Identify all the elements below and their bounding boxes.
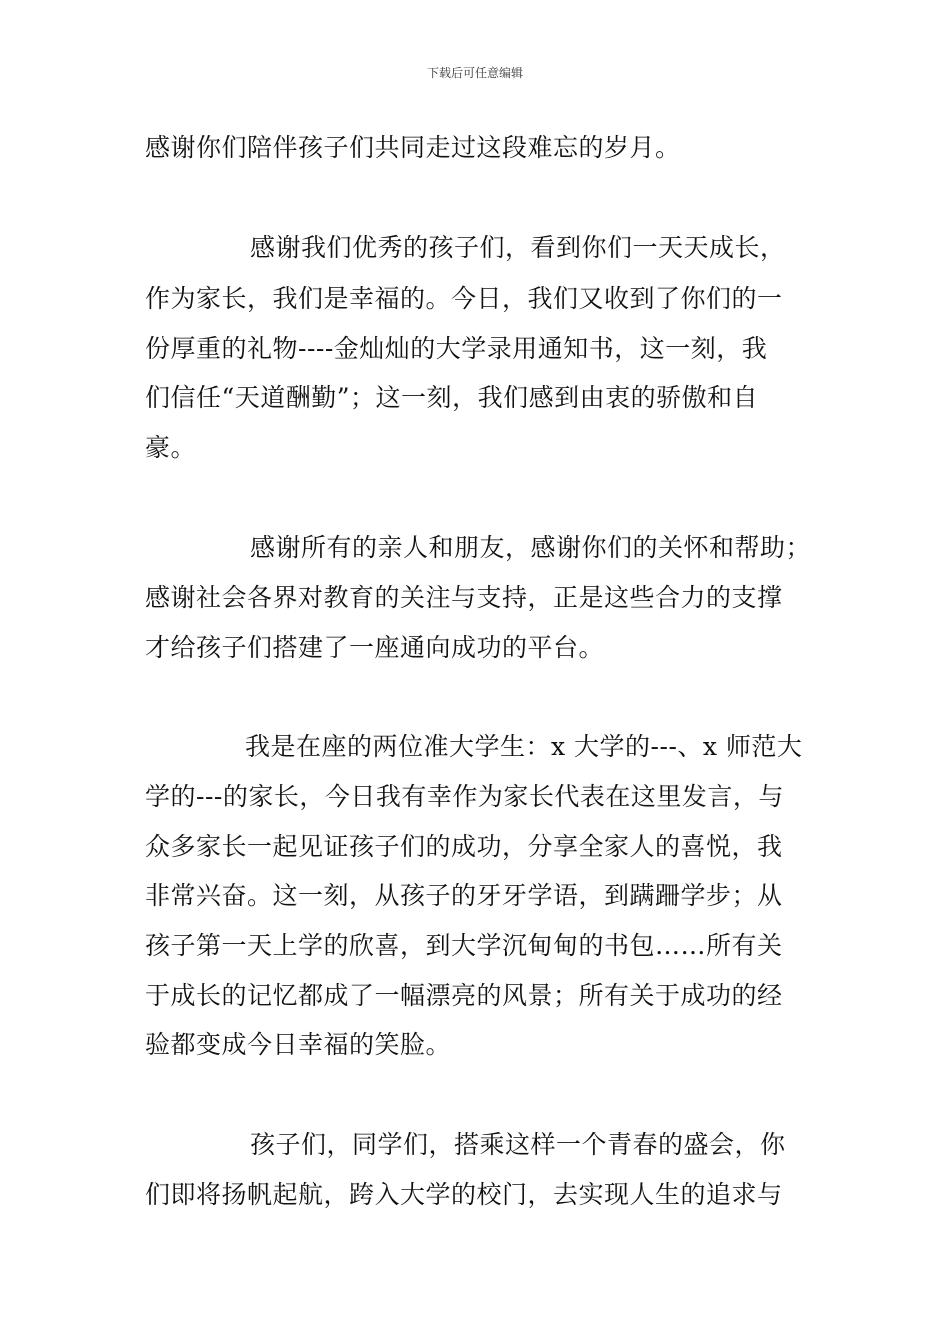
text-line: 孩子们，同学们，搭乘这样一个青春的盛会，你 xyxy=(250,1130,786,1159)
text-line: 学的---的家长，今日我有幸作为家长代表在这里发言，与 xyxy=(145,782,784,811)
text-line: 感谢所有的亲人和朋友，感谢你们的关怀和帮助； xyxy=(250,533,812,562)
text-line: 豪。 xyxy=(145,433,197,462)
text-line: 孩子第一天上学的欣喜，到大学沉甸甸的书包……所有关 xyxy=(145,931,783,960)
text-line: 作为家长，我们是幸福的。今日，我们又收到了你们的一 xyxy=(145,284,783,313)
text-line: 于成长的记忆都成了一幅漂亮的风景；所有关于成功的经 xyxy=(145,981,783,1010)
text-line: 才给孩子们搭建了一座通向成功的平台。 xyxy=(145,633,605,662)
text-line: 众多家长一起见证孩子们的成功，分享全家人的喜悦，我 xyxy=(145,832,783,861)
text-line: 感谢社会各界对教育的关注与支持，正是这些合力的支撑 xyxy=(145,583,783,612)
text-line: 份厚重的礼物----金灿灿的大学录用通知书，这一刻，我 xyxy=(145,334,768,363)
text-line: 们信任“天道酬勤”；这一刻，我们感到由衷的骄傲和自 xyxy=(145,383,759,412)
text-line: 感谢你们陪伴孩子们共同走过这段难忘的岁月。 xyxy=(145,133,681,162)
page-header: 下载后可任意编辑 xyxy=(426,66,523,80)
text-line: 非常兴奋。这一刻，从孩子的牙牙学语，到蹒跚学步；从 xyxy=(145,881,783,910)
text-line: 感谢我们优秀的孩子们，看到你们一天天成长， xyxy=(250,233,786,262)
text-line: 们即将扬帆起航，跨入大学的校门，去实现人生的追求与 xyxy=(145,1180,783,1209)
text-line: 我是在座的两位准大学生：x 大学的---、x 师范大 xyxy=(245,732,803,761)
text-line: 验都变成今日幸福的笑脸。 xyxy=(145,1030,452,1059)
